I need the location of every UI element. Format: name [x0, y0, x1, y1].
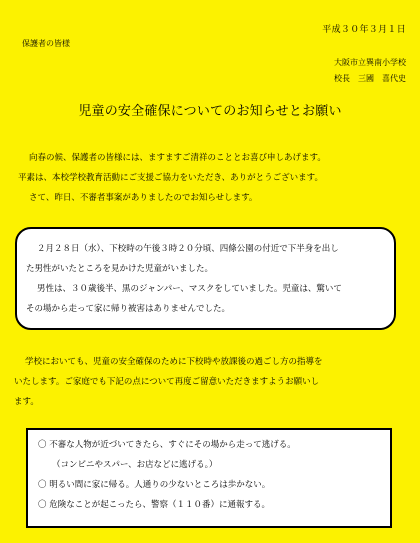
intro-paragraph: [18, 148, 406, 208]
recipient: 保護者の皆様: [22, 39, 70, 48]
sender-block: [334, 55, 406, 87]
incident-line: 男性は、３０歳後半、黒のジャンパー、マスクをしていました。児童は、驚いて: [37, 284, 342, 294]
intro-line: さて、昨日、不審者事案がありましたのでお知らせします。: [29, 193, 258, 203]
incident-line: た男性がいたところを見かけた児童がいました。: [26, 264, 214, 274]
school-name: 大阪市立巽南小学校: [334, 58, 406, 67]
tip-item: 〇 明るい間に家に帰る。人通りの少ないところは歩かない。: [38, 480, 271, 490]
guidance-line: いたします。ご家庭でも下記の点について再度ご留意いただきますようお願いし: [14, 377, 320, 387]
guidance-line: ます。: [14, 397, 39, 407]
safety-tips-box: [26, 428, 392, 528]
intro-line: 平素は、本校学校教育活動にご支援ご協力をいただき、ありがとうございます。: [18, 173, 323, 183]
tip-item: 〇 不審な人物が近づいてきたら、すぐにその場から走って逃げる。: [38, 440, 296, 450]
tip-item-note: （コンビニやスパー、お店などに逃げる。）: [52, 460, 218, 470]
incident-line: その場から走って家に帰り被害はありませんでした。: [26, 304, 231, 314]
tip-item: 〇 危険なことが起こったら、警察（１１０番）に通報する。: [38, 500, 271, 510]
incident-line: ２月２８日（水）、下校時の午後３時２０分頃、四條公園の付近で下半身を出し: [37, 244, 339, 254]
principal-name: 校長 三國 喜代史: [334, 74, 406, 83]
issue-date: 平成３０年３月１日: [322, 25, 406, 35]
guidance-line: 学校においても、児童の安全確保のために下校時や放課後の過ごし方の指導を: [25, 357, 323, 367]
notice-title: 児童の安全確保についてのお知らせとお願い: [78, 104, 342, 119]
incident-box: [15, 227, 396, 330]
intro-line: 向春の候、保護者の皆様には、ますますご清祥のこととお喜び申しあげます。: [29, 153, 326, 163]
school-guidance-paragraph: [14, 352, 406, 412]
